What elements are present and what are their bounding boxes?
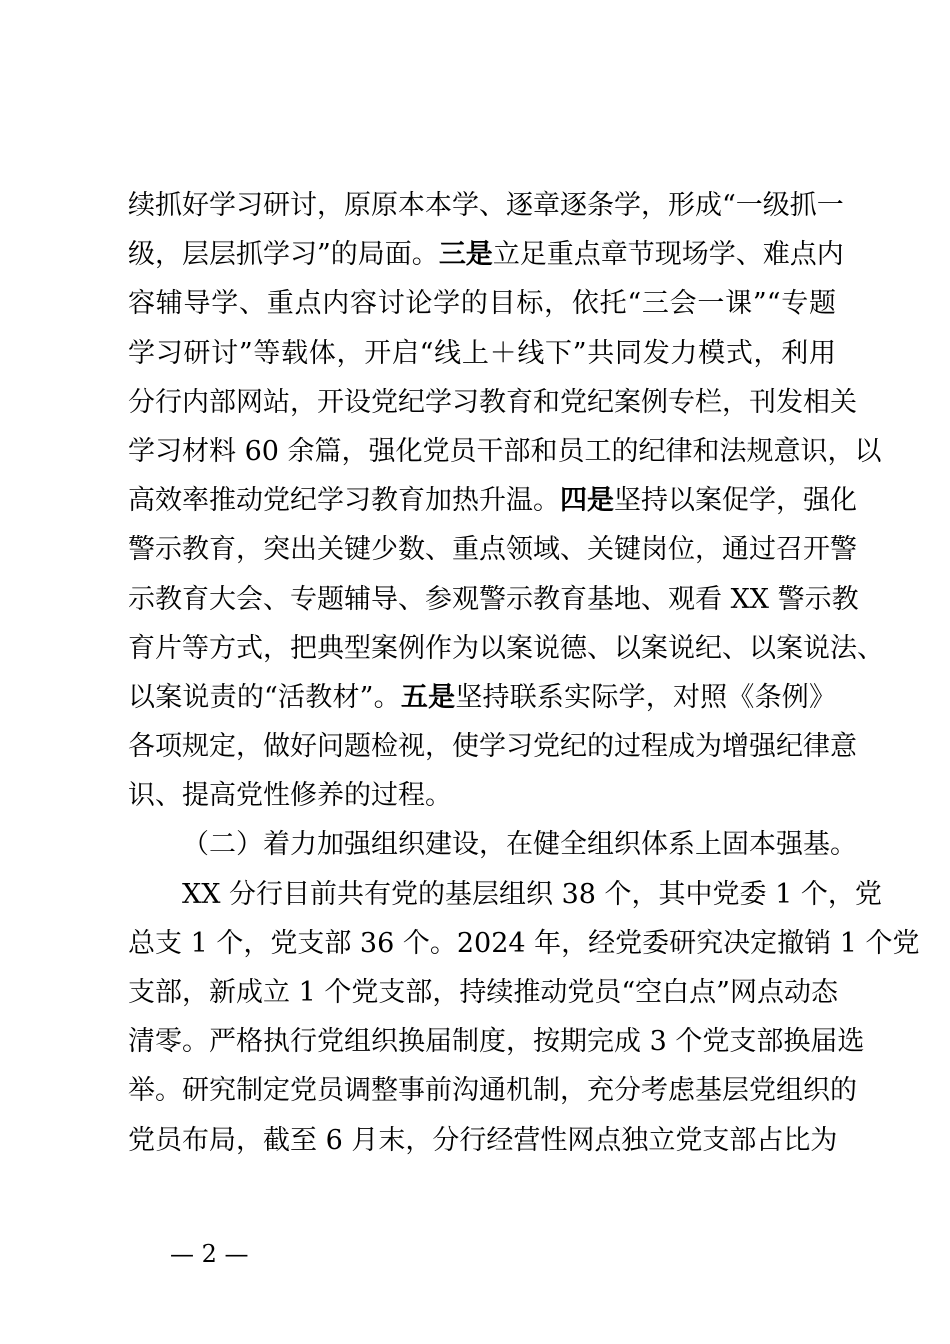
text-line [128,575,859,624]
text-line [128,230,844,279]
text-span: 示教育大会、专题辅导、参观警示教育基地、观看 XX 警示教 [128,583,859,615]
text-span: 以案说责的“活教材”。 [128,681,401,713]
bold-lead-phrase: 四是 [560,485,614,517]
text-line [128,870,882,919]
text-span: 级，层层抓学习”的局面。 [128,239,439,271]
text-span: 坚持以案促学，强化 [614,485,857,517]
text-span: （二）着力加强组织建设，在健全组织体系上固本强基。 [182,829,857,861]
text-span: 高效率推动党纪学习教育加热升温。 [128,485,560,517]
text-span: 立足重点章节现场学、难点内 [492,239,844,271]
text-span: 学习材料 60 余篇，强化党员干部和员工的纪律和法规意识，以 [128,435,882,467]
text-line [128,181,844,230]
text-span: 警示教育，突出关键少数、重点领域、关键岗位，通过召开警 [128,534,857,566]
text-line [128,329,836,378]
text-span: 清零。严格执行党组织换届制度，按期完成 3 个党支部换届选 [128,1026,865,1058]
bold-lead-phrase: 五是 [400,681,456,713]
text-line [128,820,857,869]
text-span: 坚持联系实际学，对照《条例》 [455,681,837,713]
text-span: 容辅导学、重点内容讨论学的目标，依托“三会一课”“专题 [128,288,836,320]
text-line [128,1066,857,1115]
text-line [128,525,857,574]
text-span: 识、提高党性修养的过程。 [128,780,452,812]
text-span: 分行内部网站，开设党纪学习教育和党纪案例专栏，刊发相关 [128,386,857,418]
text-span: 学习研讨”等载体，开启“线上＋线下”共同发力模式，利用 [128,337,836,369]
text-span: 举。研究制定党员调整事前沟通机制，充分考虑基层党组织的 [128,1075,857,1107]
text-line [128,624,884,673]
text-span: 支部，新成立 1 个党支部，持续推动党员“空白点”网点动态 [128,977,838,1008]
body-text [128,181,920,1165]
page-number: — 2 — [170,1240,249,1268]
text-line [128,771,836,820]
text-line [128,673,836,722]
text-line [128,919,920,968]
text-line [128,378,857,427]
text-span: 各项规定，做好问题检视，使学习党纪的过程成为增强纪律意 [128,731,857,763]
text-line [128,968,836,1017]
text-line [128,1017,865,1066]
text-span: 育片等方式，把典型案例作为以案说德、以案说纪、以案说法、 [128,632,884,664]
text-span: XX 分行目前共有党的基层组织 38 个，其中党委 1 个，党 [182,878,882,910]
bold-lead-phrase: 三是 [438,239,493,271]
text-line [128,427,882,476]
text-line [128,722,857,771]
text-span: 总支 1 个，党支部 36 个。2024 年，经党委研究决定撤销 1 个党 [128,927,920,959]
text-line [128,1116,836,1165]
text-span: 续抓好学习研讨，原原本本学、逐章逐条学，形成“一级抓一 [128,190,844,221]
text-span: 党员布局，截至 6 月末，分行经营性网点独立党支部占比为 [128,1124,838,1156]
text-line [128,279,836,328]
text-line [128,476,857,525]
